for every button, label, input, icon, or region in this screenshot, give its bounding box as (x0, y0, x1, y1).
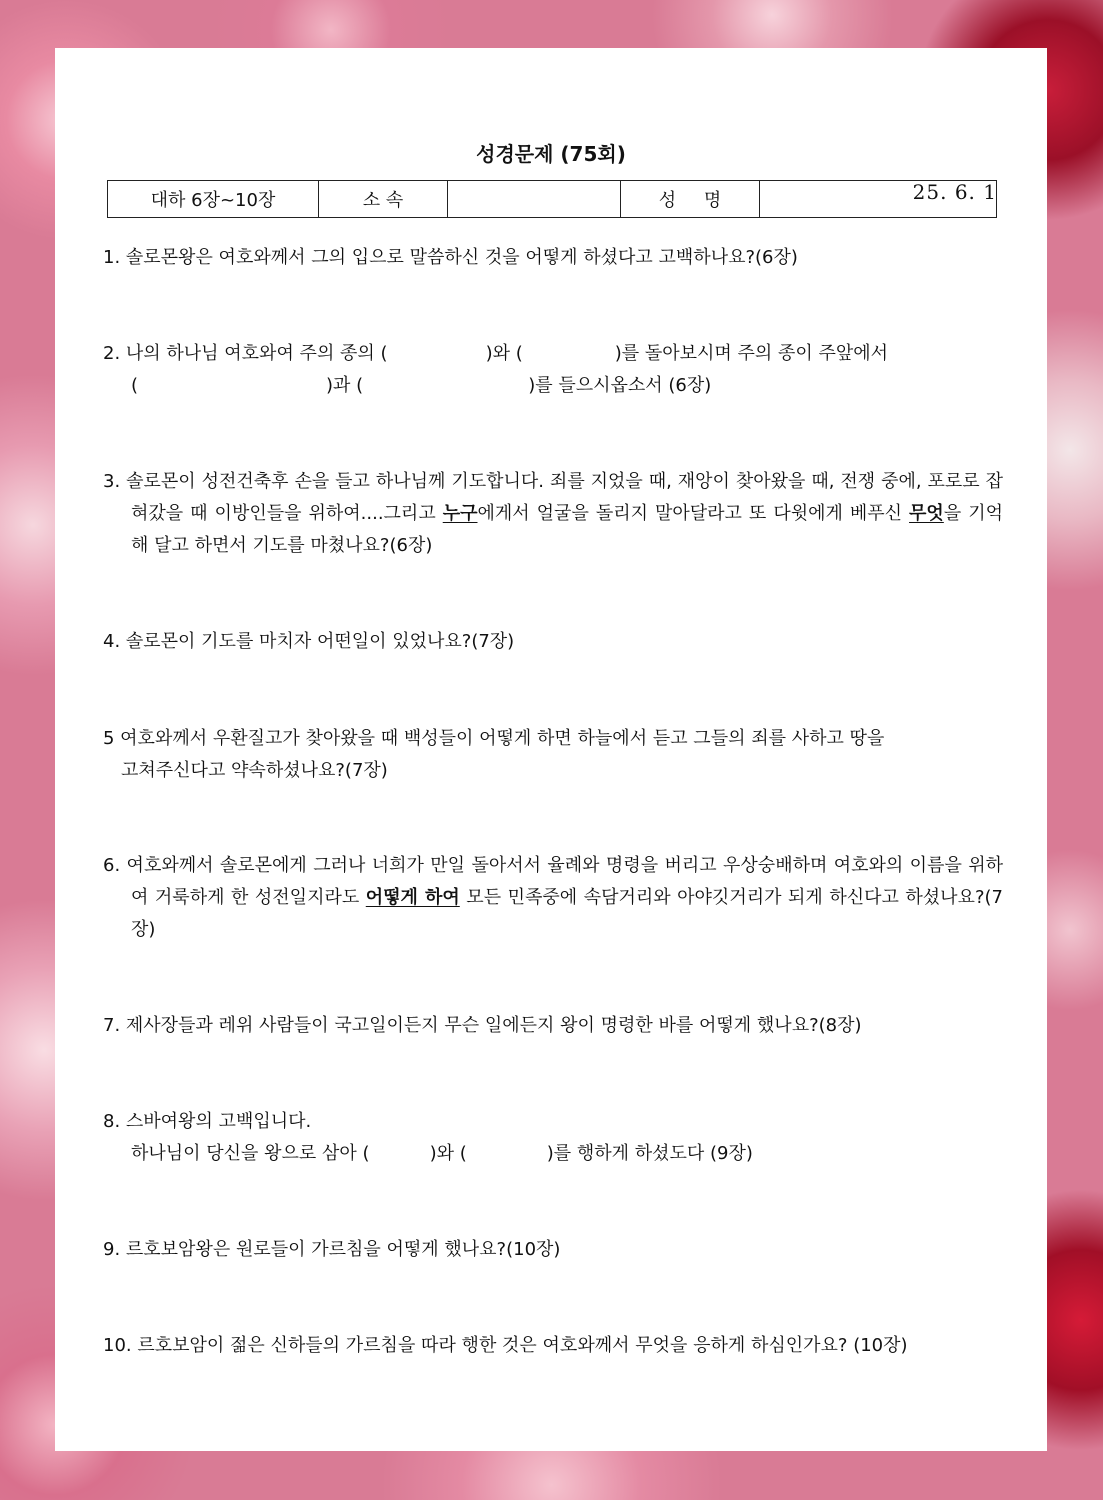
question-8-text-c: )를 행하게 하셨도다 (9장) (546, 1143, 753, 1164)
question-6 (103, 850, 1003, 946)
question-2-text-f: )를 들으시옵소서 (6장) (528, 375, 712, 396)
info-table (107, 180, 997, 218)
question-8-line-2 (103, 1138, 1003, 1170)
name-input-cell[interactable] (760, 181, 997, 218)
question-1 (103, 242, 1003, 274)
question-3-text-c: 을 기억해 달고 하면서 기도를 마쳤나요?(6장) (131, 503, 1003, 556)
question-8 (103, 1106, 1003, 1170)
question-1-text: 1. 솔로몬왕은 여호와께서 그의 입으로 말씀하신 것을 어떻게 하셨다고 고백하나요?(6장) (103, 247, 798, 268)
question-5 (103, 723, 1003, 787)
question-6-keyword-how: 어떻게 하여 (365, 887, 460, 908)
question-2-text-d: ( (131, 375, 139, 396)
question-2-line-2 (103, 370, 1003, 402)
question-2-text-c: )를 돌아보시며 주의 종이 주앞에서 (614, 343, 889, 364)
question-4 (103, 626, 1003, 658)
question-2-text-b: )와 ( (485, 343, 523, 364)
info-row (108, 181, 997, 218)
question-6-text-b: 모든 민족중에 속담거리와 아야깃거리가 되게 하신다고 하셨나요?(7장) (131, 887, 1003, 940)
question-3-keyword-who: 누구 (442, 503, 478, 524)
question-5-line-2: 고쳐주신다고 약속하셨나요?(7장) (121, 760, 388, 781)
question-10-text: 10. 르호보암이 젊은 신하들의 가르침을 따라 행한 것은 여호와께서 무엇을 응하게 하심인가요? (10장) (103, 1335, 908, 1356)
question-7 (103, 1010, 1003, 1042)
name-label-cell: 성 명 (621, 181, 760, 218)
question-7-text: 7. 제사장들과 레위 사람들이 국고일이든지 무슨 일에든지 왕이 명령한 바를 어떻게 했나요?(8장) (103, 1015, 862, 1036)
info-table-wrapper (107, 180, 997, 218)
worksheet-title: 성경문제 (75회) (476, 142, 626, 166)
affiliation-label-cell: 소 속 (319, 181, 448, 218)
question-2-text-e: )과 ( (326, 375, 364, 396)
question-3-text-b: 에게서 얼굴을 돌리지 말아달라고 또 다윗에게 베푸신 (477, 503, 910, 524)
question-5-line-1: 5 여호와께서 우환질고가 찾아왔을 때 백성들이 어떻게 하면 하늘에서 듣고 그들의 죄를 사하고 땅을 (103, 728, 885, 749)
question-3 (103, 466, 1003, 562)
question-6-text-a: 6. 여호와께서 솔로몬에게 그러나 너희가 만일 돌아서서 율례와 명령을 버리고 우상숭배하며 여호와의 이름을 위하여 거룩하게 한 성전일지라도 (103, 855, 1003, 908)
question-4-text: 4. 솔로몬이 기도를 마치자 어떤일이 있었나요?(7장) (103, 631, 515, 652)
question-2-text-a: 2. 나의 하나님 여호와여 주의 종의 ( (103, 343, 388, 364)
question-2-line-1 (103, 338, 1003, 370)
question-9 (103, 1234, 1003, 1266)
affiliation-input-cell[interactable] (448, 181, 621, 218)
question-9-text: 9. 르호보암왕은 원로들이 가르침을 어떻게 했나요?(10장) (103, 1239, 561, 1260)
worksheet-paper (55, 48, 1047, 1451)
question-8-text-a: 하나님이 당신을 왕으로 삼아 ( (131, 1143, 370, 1164)
worksheet-date: 25. 6. 1 (912, 180, 997, 204)
question-8-text-b: )와 ( (429, 1143, 467, 1164)
question-8-line-1: 8. 스바여왕의 고백입니다. (103, 1111, 312, 1132)
chapter-range-cell: 대하 6장~10장 (108, 181, 319, 218)
question-10 (103, 1330, 1003, 1362)
question-3-keyword-what: 무엇 (909, 503, 944, 524)
question-2 (103, 338, 1003, 402)
question-3-text-a: 3. 솔로몬이 성전건축후 손을 들고 하나님께 기도합니다. 죄를 지었을 때, 재앙이 찾아왔을 때, 전쟁 중에, 포로로 잡혀갔을 때 이방인들을 위하여....그리고 (103, 471, 1003, 524)
